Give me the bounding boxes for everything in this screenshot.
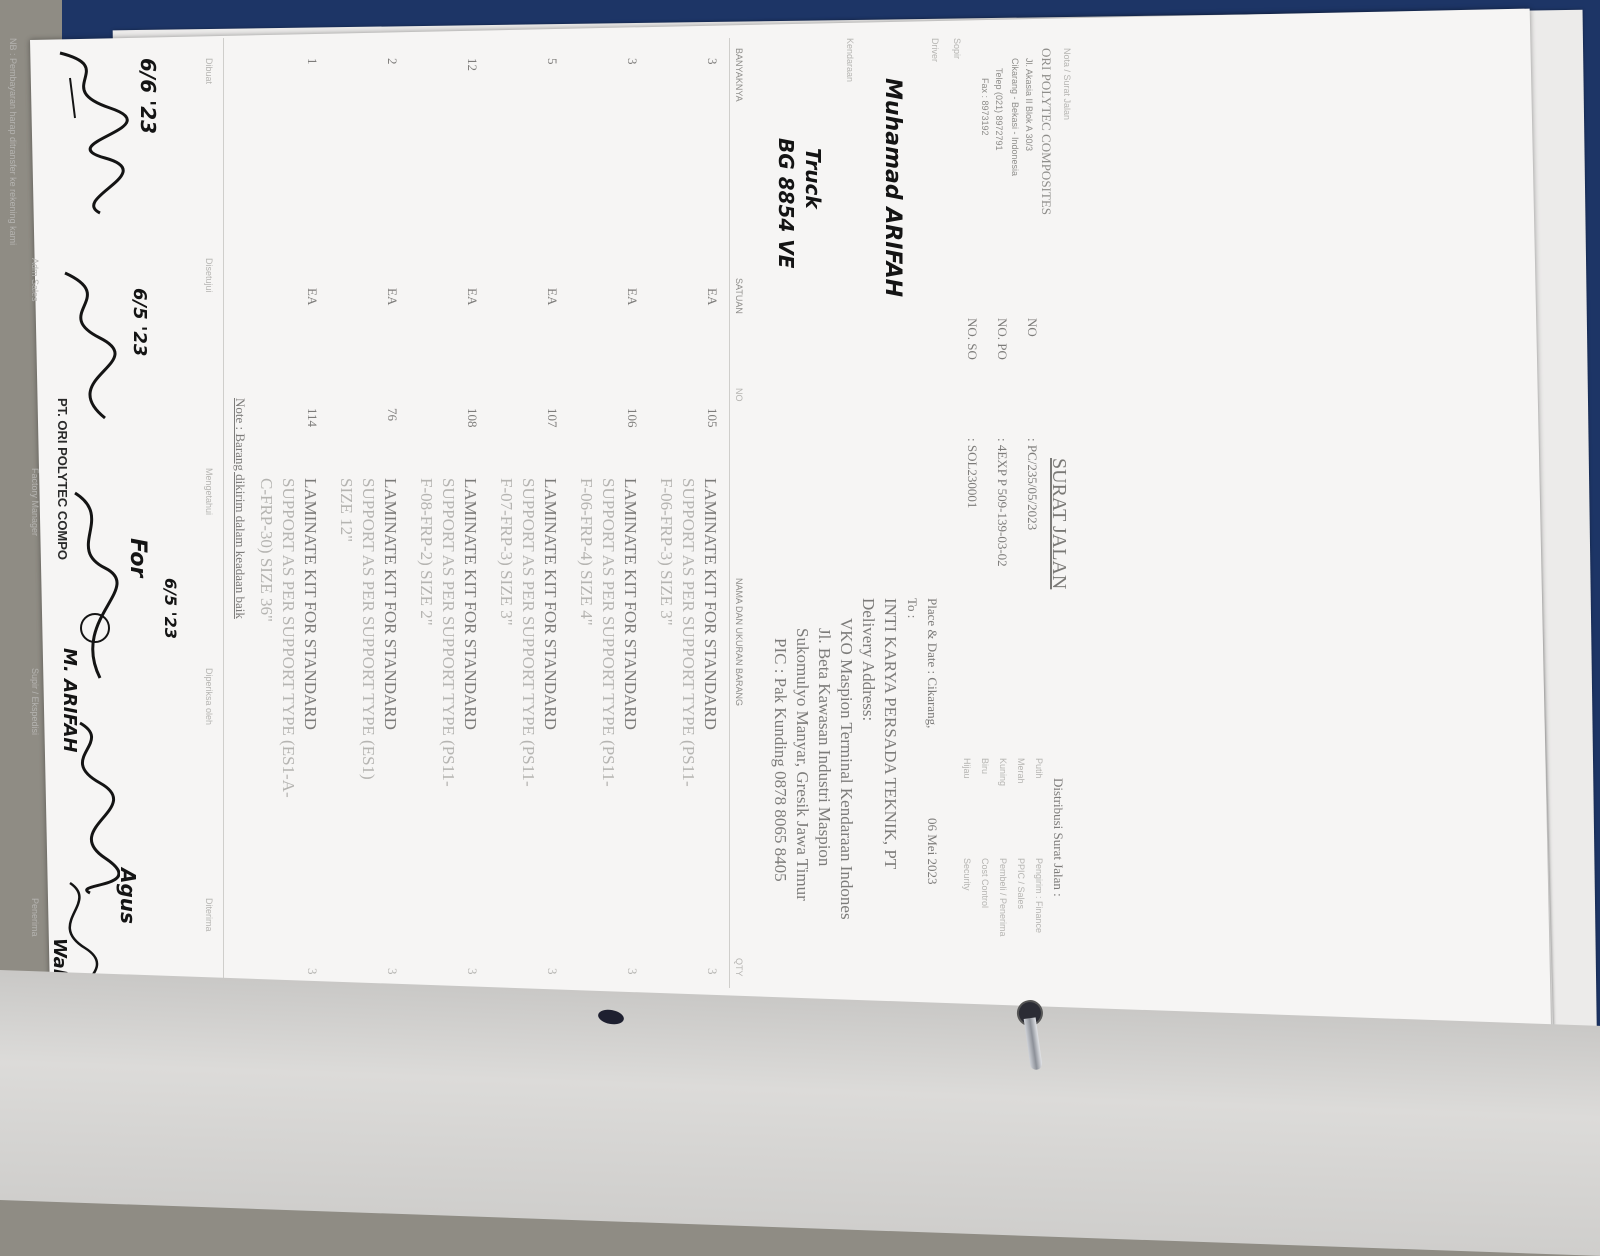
no-label: NO — [1025, 318, 1040, 337]
so-label: NO. SO — [965, 318, 980, 360]
row-qty: 3 — [705, 58, 720, 65]
row-count: 3 — [305, 968, 320, 975]
row-unit: EA — [705, 288, 720, 306]
signature-scribble — [55, 488, 125, 688]
company-stamp-text: PT. ORI POLYTEC COMPO — [55, 398, 70, 561]
company-address-2: Cikarang - Bekasi - Indonesia — [1010, 58, 1020, 177]
bottom-label: Adm Sales — [30, 258, 40, 302]
table-header-unit: SATUAN — [734, 278, 744, 314]
row-desc-1: LAMINATE KIT FOR STANDARD — [381, 478, 400, 730]
distribution-item: Kuning — [998, 758, 1008, 787]
company-address-1: Jl. Akasia II Blok A 30/3 — [1024, 58, 1034, 152]
handwritten-vehicle: Truck — [801, 148, 825, 209]
place-date-label: Place & Date : Cikarang, — [925, 598, 940, 729]
row-qty: 12 — [465, 58, 480, 71]
footer-label-disetujui: Disetujui — [204, 258, 214, 293]
table-header-no: NO — [734, 388, 744, 402]
signature-scribble — [50, 718, 120, 898]
distribution-item: Hijau — [962, 758, 972, 779]
row-qty: 5 — [545, 58, 560, 65]
driver-label: Driver — [930, 38, 940, 62]
footer-label-diterima: Diterima — [204, 898, 214, 932]
distribution-item: PPIC / Sales — [1016, 858, 1026, 910]
row-unit: EA — [545, 288, 560, 306]
signature-scribble — [40, 48, 130, 218]
row-qty: 2 — [385, 58, 400, 65]
signature-scribble — [45, 268, 125, 428]
distribution-title: Distribusi Surat Jalan : — [1051, 778, 1066, 897]
pen-clip-stem — [1024, 1017, 1043, 1070]
row-unit: EA — [465, 288, 480, 306]
nb-note: NB : Pembayaran harap ditransfer ke rekening kami — [8, 38, 18, 246]
handwritten-for: For — [125, 538, 150, 578]
row-desc-2: SUPPORT AS PER SUPPORT TYPE (ES1) — [359, 478, 378, 780]
no-value: : PC/235/05/2023 — [1025, 438, 1040, 531]
row-desc-2: SUPPORT AS PER SUPPORT TYPE (ES1-A- — [279, 478, 298, 798]
distribution-item: Cost Control — [980, 858, 990, 909]
company-phone: Telep (021) 8972791 — [994, 68, 1004, 151]
row-count: 3 — [465, 968, 480, 975]
handwritten-date: 6/6 '23 — [136, 58, 160, 135]
handwritten-driver-name: Muhamad ARIFAH — [880, 78, 905, 298]
po-value: : 4EXP P 509-139-03-02 — [995, 438, 1010, 567]
address-line: PIC : Pak Kunding 0878 8065 8405 — [771, 638, 790, 882]
row-no: 114 — [305, 408, 320, 428]
handwritten-date: 6/5 '23 — [161, 578, 180, 639]
distribution-item: Biru — [980, 758, 990, 775]
row-desc-1: LAMINATE KIT FOR STANDARD — [301, 478, 320, 730]
handwritten-date: 6/5 '23 — [129, 288, 150, 357]
table-header-qty: BANYAKNYA — [734, 48, 744, 102]
table-header-count: QTY — [734, 958, 744, 977]
small-top-note: Nota / Surat Jalan — [1062, 48, 1072, 121]
table-header-desc: NAMA DAN UKURAN BARANG — [734, 578, 744, 707]
row-count: 3 — [385, 968, 400, 975]
row-qty: 1 — [305, 58, 320, 65]
vehicle-label: Kendaraan — [845, 38, 855, 83]
row-desc-3: F-08-FRP-2) SIZE 2" — [417, 478, 436, 626]
distribution-item: Putih — [1034, 758, 1044, 779]
row-count: 3 — [705, 968, 720, 975]
document-title: SURAT JALAN — [1048, 458, 1070, 590]
address-label: Delivery Address: — [859, 598, 878, 722]
document-content — [0, 18, 1080, 1028]
so-value: : SOL230001 — [965, 438, 980, 509]
row-desc-1: LAMINATE KIT FOR STANDARD — [621, 478, 640, 730]
distribution-item: Pengirim : Finance — [1034, 858, 1044, 934]
to-label: To : — [905, 598, 920, 619]
footer-label-dibuat: Dibuat — [204, 58, 214, 85]
company-name: ORI POLYTEC COMPOSITES — [1039, 48, 1054, 215]
distribution-item: Security — [962, 858, 972, 891]
delivery-date: 06 Mei 2023 — [925, 818, 940, 885]
row-desc-3: F-07-FRP-3) SIZE 3" — [497, 478, 516, 626]
handwritten-plate: BG 8854 VE — [774, 138, 798, 269]
row-no: 105 — [705, 408, 720, 428]
row-desc-2: SUPPORT AS PER SUPPORT TYPE (PS11- — [679, 478, 698, 787]
row-desc-3: F-06-FRP-4) SIZE 4" — [577, 478, 596, 626]
handwritten-agus: Agus — [116, 868, 140, 924]
row-qty: 3 — [625, 58, 640, 65]
bottom-label: Supir / Ekspedisi — [30, 668, 40, 736]
address-line: Jl. Beta Kawasan Industri Maspion — [815, 628, 834, 867]
address-line: VKO Maspion Terminal Kendaraan Indones — [837, 618, 856, 920]
footer-label-diperiksa: Diperiksa oleh — [204, 668, 214, 726]
row-desc-3: SIZE 12" — [337, 478, 356, 543]
row-desc-1: LAMINATE KIT FOR STANDARD — [701, 478, 720, 730]
row-desc-1: LAMINATE KIT FOR STANDARD — [541, 478, 560, 730]
sopir-label: Sopir — [952, 38, 962, 60]
row-unit: EA — [625, 288, 640, 306]
row-desc-2: SUPPORT AS PER SUPPORT TYPE (PS11- — [519, 478, 538, 787]
row-count: 3 — [545, 968, 560, 975]
company-fax: Fax : 8973192 — [980, 78, 990, 136]
to-value: INTI KARYA PERSADA TEKNIK, PT — [881, 598, 900, 870]
distribution-item: Pembeli / Penerima — [998, 858, 1008, 937]
row-no: 106 — [625, 408, 640, 428]
row-unit: EA — [385, 288, 400, 306]
row-desc-1: LAMINATE KIT FOR STANDARD — [461, 478, 480, 730]
delivery-note: Note : Barang dikirim dalam keadaan baik — [233, 398, 248, 619]
bottom-label: Penerima — [30, 898, 40, 937]
row-no: 76 — [385, 408, 400, 421]
row-desc-3: C-FRP-30) SIZE 36" — [257, 478, 276, 622]
row-no: 107 — [545, 408, 560, 428]
po-label: NO. PO — [995, 318, 1010, 360]
distribution-item: Merah — [1016, 758, 1026, 784]
table-top-line — [729, 38, 730, 988]
bottom-label: Factory Manager — [30, 468, 40, 537]
row-no: 108 — [465, 408, 480, 428]
row-unit: EA — [305, 288, 320, 306]
handwritten-receiver: M. ARIFAH — [59, 648, 80, 753]
footer-line — [223, 38, 224, 988]
address-line: Sukomulyo Manyar, Gresik Jawa Timur — [793, 628, 812, 901]
row-desc-3: F-06-FRP-3) SIZE 3" — [657, 478, 676, 626]
footer-label-mengetahui: Mengetahui — [204, 468, 214, 516]
row-desc-2: SUPPORT AS PER SUPPORT TYPE (PS11- — [599, 478, 618, 787]
row-count: 3 — [625, 968, 640, 975]
row-desc-2: SUPPORT AS PER SUPPORT TYPE (PS11- — [439, 478, 458, 787]
